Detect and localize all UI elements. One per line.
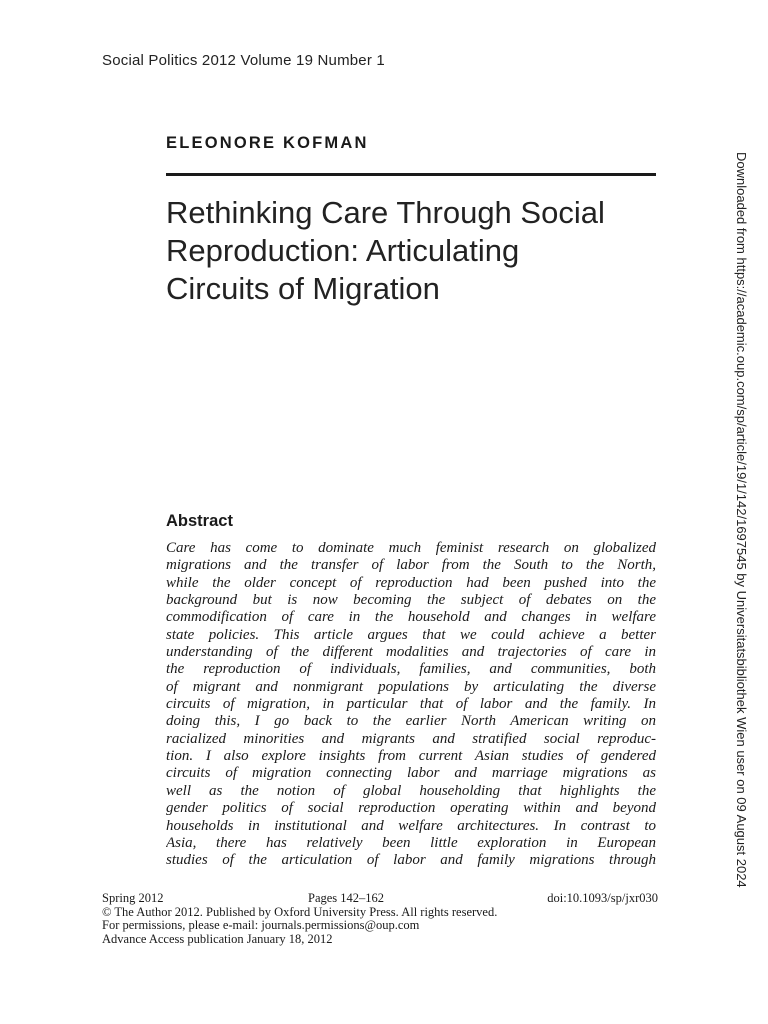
abstract-line: understanding of the different modalities and trajectories of care in xyxy=(166,644,656,661)
abstract-line: racialized minorities and migrants and stratified social reproduc- xyxy=(166,730,656,747)
abstract-line: tion. I also explore insights from current Asian studies of gendered xyxy=(166,748,656,765)
abstract-line: state policies. This article argues that we could achieve a better xyxy=(166,626,656,643)
abstract-line: Asia, there has relatively been little exploration in European xyxy=(166,834,656,851)
abstract-line: background but is now becoming the subject of debates on the xyxy=(166,592,656,609)
abstract-heading: Abstract xyxy=(166,512,233,530)
abstract-body xyxy=(166,540,656,870)
abstract-line: of migrant and nonmigrant populations by articulating the diverse xyxy=(166,678,656,695)
abstract-line: the reproduction of individuals, families, and communities, both xyxy=(166,661,656,678)
title-line: Reproduction: Articulating xyxy=(166,233,520,268)
article-title xyxy=(166,194,666,308)
title-rule xyxy=(166,173,656,176)
footer-citation-row xyxy=(102,892,658,906)
abstract-line: while the older concept of reproduction had been pushed into the xyxy=(166,574,656,591)
title-line: Rethinking Care Through Social xyxy=(166,195,605,230)
page-range: Pages 142–162 xyxy=(308,891,385,905)
running-head: Social Politics 2012 Volume 19 Number 1 xyxy=(102,52,385,69)
abstract-line: commodification of care in the household and changes in welfare xyxy=(166,609,656,626)
abstract-line: Care has come to dominate much feminist research on globalized xyxy=(166,540,656,556)
abstract-line: circuits of migration, in particular that of labor and the family. In xyxy=(166,696,656,713)
issue-season: Spring 2012 xyxy=(102,891,164,905)
author-name: ELEONORE KOFMAN xyxy=(166,134,369,152)
permissions-line: For permissions, please e-mail: journals.permissions@oup.com xyxy=(102,918,420,933)
publication-footer xyxy=(102,892,658,946)
abstract-line: gender politics of social reproduction operating within and beyond xyxy=(166,800,656,817)
copyright-line: © The Author 2012. Published by Oxford University Press. All rights reserved. xyxy=(102,904,498,919)
abstract-line: households in institutional and welfare architectures. In contrast to xyxy=(166,817,656,834)
advance-access-line: Advance Access publication January 18, 2012 xyxy=(102,931,333,946)
abstract-line: circuits of migration connecting labor and marriage migrations as xyxy=(166,765,656,782)
download-stamp: Downloaded from https://academic.oup.com/sp/article/19/1/142/1697545 by Universitatsbibliothek Wien user on 09 August 2024 xyxy=(734,152,749,888)
title-line: Circuits of Migration xyxy=(166,271,440,306)
abstract-line: migrations and the transfer of labor from the South to the North, xyxy=(166,557,656,574)
abstract-line: studies of the articulation of labor and family migrations through xyxy=(166,852,656,869)
abstract-line: well as the notion of global householding that highlights the xyxy=(166,782,656,799)
abstract-line: doing this, I go back to the earlier North American writing on xyxy=(166,713,656,730)
doi-link[interactable]: doi:10.1093/sp/jxr030 xyxy=(547,891,658,905)
